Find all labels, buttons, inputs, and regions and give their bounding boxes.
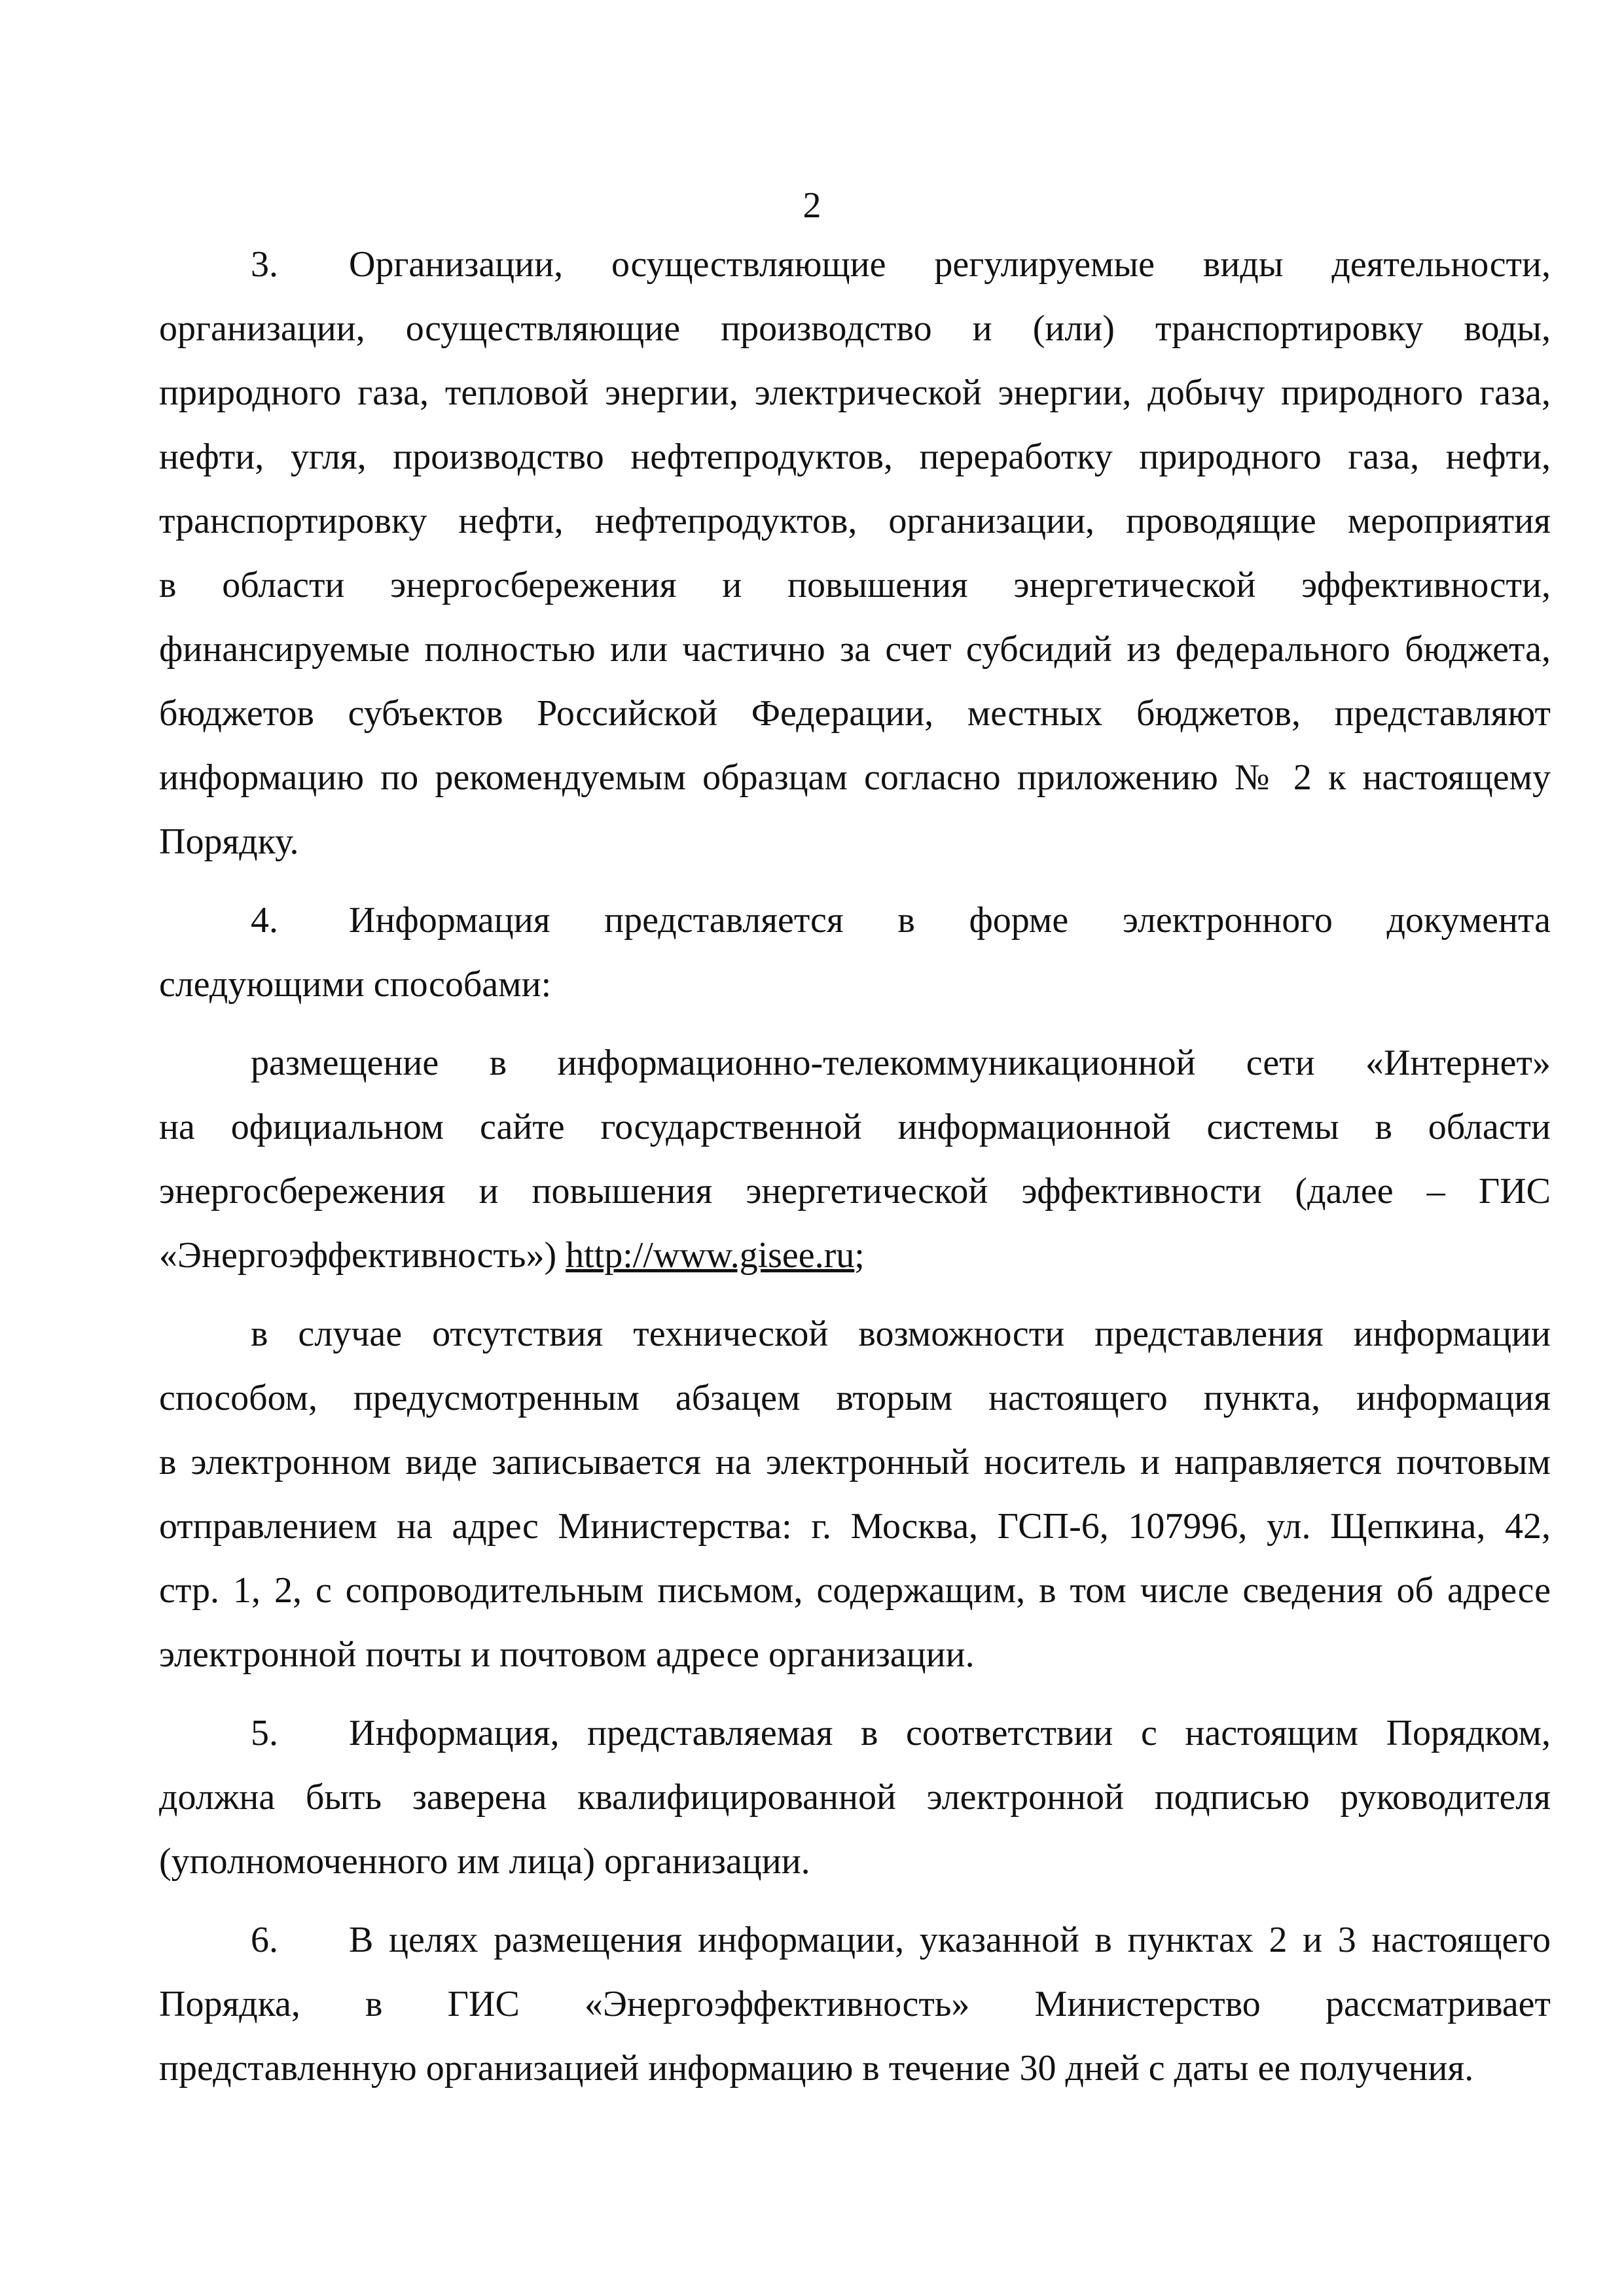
text-fragment: «Энергоэффективность») [159,1235,557,1276]
text-line: организации, осуществляющие производство и (или) транспортировку воды, [159,308,1551,349]
text-line [159,1223,1551,1287]
text-line: электронной почты и почтовом адресе организации. [159,1634,975,1675]
text-line: следующими способами: [159,964,552,1005]
text-line: энергосбережения и повышения энергетической эффективности (далее – ГИС [159,1171,1551,1211]
text-fragment: ; [854,1235,865,1276]
text-line: природного газа, тепловой энергии, электрической энергии, добычу природного газа, [159,372,1551,413]
text-line: 5. Информация, представляемая в соответствии с настоящим Порядком, [159,1701,1551,1765]
text-line: представленную организацией информацию в течение 30 дней с даты ее получения. [159,2048,1474,2089]
paragraph-4-method-online [159,1031,1551,1287]
text-line: транспортировку нефти, нефтепродуктов, организации, проводящие мероприятия [159,501,1551,541]
paragraph-6 [159,1908,1551,2100]
text-line: стр. 1, 2, с сопроводительным письмом, содержащим, в том числе сведения об адресе [159,1570,1551,1611]
paragraph-4-method-mail [159,1302,1551,1687]
document-body [159,232,1551,2100]
page-number: 2 [803,185,821,226]
text-line: отправлением на адрес Министерства: г. Москва, ГСП-6, 107996, ул. Щепкина, 42, [159,1506,1551,1547]
text-line: 3. Организации, осуществляющие регулируемые виды деятельности, [159,232,1551,296]
text-line: финансируемые полностью или частично за счет субсидий из федерального бюджета, [159,629,1551,670]
paragraph-number: 3. [251,244,278,285]
text-line: в электронном виде записывается на электронный носитель и направляется почтовым [159,1442,1551,1482]
paragraph-number: 5. [251,1713,278,1753]
paragraph-5 [159,1701,1551,1893]
text-line: бюджетов субъектов Российской Федерации, местных бюджетов, представляют [159,693,1551,734]
text-line: в области энергосбережения и повышения энергетической эффективности, [159,565,1551,605]
text-line: в случае отсутствия технической возможности представления информации [251,1314,1551,1354]
text-line: 4. Информация представляется в форме электронного документа [159,888,1551,952]
paragraph-number: 4. [251,900,278,941]
text-line: (уполномоченного им лица) организации. [159,1841,810,1882]
paragraph-number: 6. [251,1920,278,1960]
paragraph-4 [159,888,1551,1016]
text-line: размещение в информационно-телекоммуникационной сети «Интернет» [251,1043,1551,1083]
text-line: Порядку. [159,821,299,862]
text-line: нефти, угля, производство нефтепродуктов, переработку природного газа, нефти, [159,437,1551,477]
text-line: Порядка, в ГИС «Энергоэффективность» Министерство рассматривает [159,1984,1551,2024]
text-line: на официальном сайте государственной информационной системы в области [159,1107,1551,1147]
paragraph-3 [159,232,1551,874]
gisee-website-link[interactable]: http://www.gisee.ru [566,1235,855,1276]
text-line: информацию по рекомендуемым образцам согласно приложению № 2 к настоящему [159,757,1551,798]
text-line: 6. В целях размещения информации, указанной в пунктах 2 и 3 настоящего [159,1908,1551,1972]
text-line: должна быть заверена квалифицированной электронной подписью руководителя [159,1777,1551,1818]
text-line: способом, предусмотренным абзацем вторым настоящего пункта, информация [159,1378,1551,1418]
